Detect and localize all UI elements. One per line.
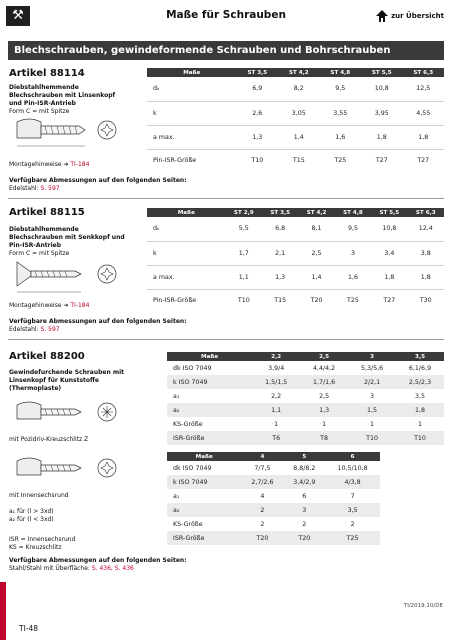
table-cell: 2 [241,503,283,517]
home-arrow-icon [376,10,388,22]
column-header-size: 5 [283,452,325,461]
table-cell: 3,5 [415,392,426,400]
table-cell: 10,8 [382,225,397,233]
column-header-label: Maße [147,68,237,77]
row-label: a₂ [167,503,241,517]
table-cell: 1 [370,420,375,428]
table-cell: 3,55 [320,101,361,125]
a-notes [9,508,54,524]
table-row [167,489,380,503]
caption-hexalobular: mit Innensechsrund [9,492,69,499]
table-row [147,265,444,289]
table-cell: 1,4 [278,125,319,149]
table-cell: T27 [403,149,445,171]
available-page-link[interactable]: S. 597 [40,185,60,192]
document-code: TI/2019.10/DE [403,603,443,609]
table-cell: 1,4 [298,265,334,289]
table-row [167,517,380,531]
table-cell: 1 [322,420,327,428]
table-cell: 1,7 [226,241,262,265]
caption-pozidriv: mit Pozidriv-Kreuzschlitz Z [9,436,89,443]
screw-drawing-countersunk-head [9,258,129,298]
table-header-row [167,452,380,461]
description-form: Form C = mit Spitze [9,250,70,257]
table-cell: 1,7/1,6 [300,375,348,389]
description-bold: Diebstahlhemmende Blechschrauben mit Linsenkopf und Pin-ISR-Antrieb [9,84,116,107]
row-label: k ISO 7049 [167,475,241,489]
description-bold: Gewindefurchende Schrauben mit Linsenkopf für Kunststoffe (Thermoplaste) [9,369,125,392]
row-label: dₖ [153,225,160,233]
section-divider [8,198,444,199]
table-row [167,417,444,431]
table-cell: 3 [335,241,371,265]
side-accent-bar [0,582,6,640]
table-cell: 4,55 [403,101,445,125]
table-cell: 8,2 [293,85,304,93]
table-cell: 1,5/1,5 [252,375,300,389]
row-label: k [147,241,226,265]
table-cell: 1,6 [320,125,361,149]
hint-label: Montagehinweise ➔ [9,302,71,309]
table-cell: T20 [283,531,325,545]
table-row [167,531,380,545]
row-label: a₂ [167,403,252,417]
table-header-row [167,352,444,361]
table-cell: 4/3,8 [325,475,380,489]
column-header-size: 6 [325,452,380,461]
table-cell: 8,1 [311,225,322,233]
column-header-size: 2,2 [252,352,300,361]
article-description-88200 [9,369,129,393]
table-cell: 2,2 [271,392,282,400]
row-label: dk ISO 7049 [173,364,212,372]
description-bold: Diebstahlhemmende Blechschrauben mit Senkkopf und Pin-ISR-Antrieb [9,226,125,249]
available-sizes-88115 [9,318,187,334]
table-cell: 1,3 [237,125,278,149]
note-a2: a₂ für (l < 3xd) [9,516,54,523]
table-cell: 5,3/5,6 [360,364,384,372]
table-cell: 6 [302,492,307,500]
column-header-size: ST 4,2 [298,208,334,217]
table-cell: 3,4 [371,241,407,265]
spec-table-88200-small [167,352,444,445]
table-cell: 1,3 [262,265,298,289]
table-cell: 2 [260,520,265,528]
table-cell: 3,8 [408,241,444,265]
table-cell: 7 [350,492,355,500]
row-label: a₁ [173,392,180,400]
table-cell: T10 [237,149,278,171]
table-row [147,241,444,265]
table-cell: 3 [370,392,375,400]
column-header-size: 4 [241,452,283,461]
table-row [147,217,444,241]
table-cell: T25 [335,289,371,311]
page-number: TI-48 [19,624,39,633]
article-title-88200: Artikel 88200 [9,351,85,362]
row-label: dₖ [153,85,160,93]
table-cell: 3 [283,503,325,517]
description-form: Form C = mit Spitze [9,108,70,115]
table-cell: 1,8 [403,125,445,149]
table-cell: 1,1 [252,403,300,417]
article-description-88115 [9,226,129,258]
column-header-size: ST 4,8 [320,68,361,77]
overview-label: zur Übersicht [391,12,444,20]
article-title-88115: Artikel 88115 [9,207,85,218]
table-cell: 10,5/10,8 [337,464,368,472]
table-cell: 2,1 [262,241,298,265]
available-material: Edelstahl: [9,326,41,333]
screw-drawing-pozidriv [9,397,129,433]
table-cell: 1,8 [408,265,444,289]
row-label: a max. [147,265,226,289]
table-cell: T10 [348,431,396,445]
table-cell: 1 [418,420,423,428]
table-cell: 3,5 [325,503,380,517]
row-label: KS-Größe [173,520,203,528]
column-header-size: ST 5,5 [361,68,402,77]
row-label: Pin-ISR-Größe [147,289,226,311]
table-cell: 9,5 [335,85,346,93]
table-cell: T20 [241,531,283,545]
table-cell: 5,5 [238,225,249,233]
page-title: Maße für Schrauben [166,9,286,21]
table-row [167,403,444,417]
table-cell: 8,8/8,2 [293,464,316,472]
mounting-hint-88115 [9,302,89,309]
table-cell: T25 [320,149,361,171]
table-cell: T27 [371,289,407,311]
screw-drawing-hexalobular [9,453,129,489]
table-row [167,389,444,403]
table-cell: 3,4/2,9 [283,475,325,489]
section-divider [8,339,444,340]
column-header-label: Maße [167,452,241,461]
column-header-size: 3,5 [396,352,444,361]
table-cell: 3,95 [361,101,402,125]
table-cell: T8 [300,431,348,445]
table-cell: 1,5 [348,403,396,417]
column-header-size: ST 3,5 [237,68,278,77]
table-cell: 1,1 [226,265,262,289]
column-header-size: 3 [348,352,396,361]
page-header [0,0,452,30]
section-title: Blechschrauben, gewindeformende Schrauben und Bohrschrauben [8,41,444,60]
row-label: ISR-Größe [167,531,241,545]
table-cell: 2,5/2,3 [396,375,444,389]
table-row [147,149,444,171]
column-header-size: ST 6,3 [403,68,445,77]
table-row [147,77,444,101]
hint-label: Montagehinweise ➔ [9,161,71,168]
row-label: KS-Größe [173,420,203,428]
available-page-link[interactable]: S. 597 [40,326,60,333]
company-logo-icon: ⚒ [6,6,30,26]
table-cell: 9,5 [347,225,358,233]
table-cell: 12,4 [418,225,433,233]
spec-table-88114 [147,68,444,171]
table-cell: 6,8 [275,225,286,233]
table-cell: T15 [278,149,319,171]
table-cell: 1,8 [396,403,444,417]
available-page-link[interactable]: S. 436, S. 436 [91,565,134,572]
table-header-row [147,68,444,77]
column-header-size: ST 4,8 [335,208,371,217]
table-cell: 6,1/6,9 [408,364,432,372]
table-cell: 1,8 [371,265,407,289]
abbreviation-legend [9,536,75,552]
table-cell: T10 [396,431,444,445]
row-label: Pin-ISR-Größe [147,149,237,171]
table-row [147,101,444,125]
available-material: Edelstahl: [9,185,41,192]
table-cell: 4 [260,492,265,500]
legend-ks: KS = Kreuzschlitz [9,544,62,551]
table-cell: T20 [298,289,334,311]
row-label: a₁ [173,492,180,500]
table-row [167,475,380,489]
available-material: Stahl/Stahl mit Überfläche: [9,565,92,572]
table-cell: 7/7,5 [254,464,271,472]
table-cell: 12,5 [416,85,431,93]
table-row [167,375,444,389]
table-cell: 2/2,1 [348,375,396,389]
table-cell: 1,3 [300,403,348,417]
article-description-88114 [9,84,129,116]
table-cell: 10,8 [374,85,389,93]
table-cell: T10 [226,289,262,311]
table-cell: 6,9 [252,85,263,93]
hint-link[interactable]: TI-184 [70,161,90,168]
column-header-size: ST 3,5 [262,208,298,217]
available-sizes-88200 [9,557,187,573]
mounting-hint-88114 [9,161,89,168]
column-header-size: ST 5,5 [371,208,407,217]
table-cell: 3,05 [278,101,319,125]
table-row [167,461,380,475]
column-header-size: ST 2,9 [226,208,262,217]
table-row [147,125,444,149]
available-heading: Verfügbare Abmessungen auf den folgenden Seiten: [9,177,187,184]
row-label: k [147,101,237,125]
table-row [147,289,444,311]
hint-link[interactable]: TI-184 [70,302,90,309]
column-header-size: ST 6,3 [408,208,444,217]
article-title-88114: Artikel 88114 [9,68,85,79]
column-header-size: 2,5 [300,352,348,361]
row-label: k ISO 7049 [167,375,252,389]
note-a1: a₁ für (l > 3xd) [9,508,54,515]
table-cell: 2,5 [319,392,330,400]
available-heading: Verfügbare Abmessungen auf den folgenden Seiten: [9,557,187,564]
table-cell: T6 [252,431,300,445]
table-cell: T15 [262,289,298,311]
spec-table-88200-large [167,452,380,545]
available-sizes-88114 [9,177,187,193]
table-cell: T25 [325,531,380,545]
table-row [167,431,444,445]
table-cell: T30 [408,289,444,311]
table-cell: T27 [361,149,402,171]
table-cell: 1,8 [361,125,402,149]
table-cell: 1,6 [335,265,371,289]
table-cell: 1 [274,420,279,428]
row-label: ISR-Größe [167,431,252,445]
legend-isr: ISR = Innensechsrund [9,536,76,543]
column-header-label: Maße [167,352,252,361]
spec-table-88115 [147,208,444,311]
table-cell: 2 [302,520,307,528]
table-header-row [147,208,444,217]
overview-link[interactable] [376,10,444,22]
table-cell: 3,9/4 [268,364,285,372]
screw-drawing-lens-head [9,114,129,154]
table-cell: 2,5 [298,241,334,265]
table-cell: 2 [350,520,355,528]
table-cell: 2,7/2,6 [241,475,283,489]
available-heading: Verfügbare Abmessungen auf den folgenden Seiten: [9,318,187,325]
column-header-label: Maße [147,208,226,217]
table-row [167,361,444,375]
row-label: dk ISO 7049 [173,464,212,472]
row-label: a max. [147,125,237,149]
column-header-size: ST 4,2 [278,68,319,77]
table-row [167,503,380,517]
table-cell: 2,6 [237,101,278,125]
table-cell: 4,4/4,2 [313,364,336,372]
